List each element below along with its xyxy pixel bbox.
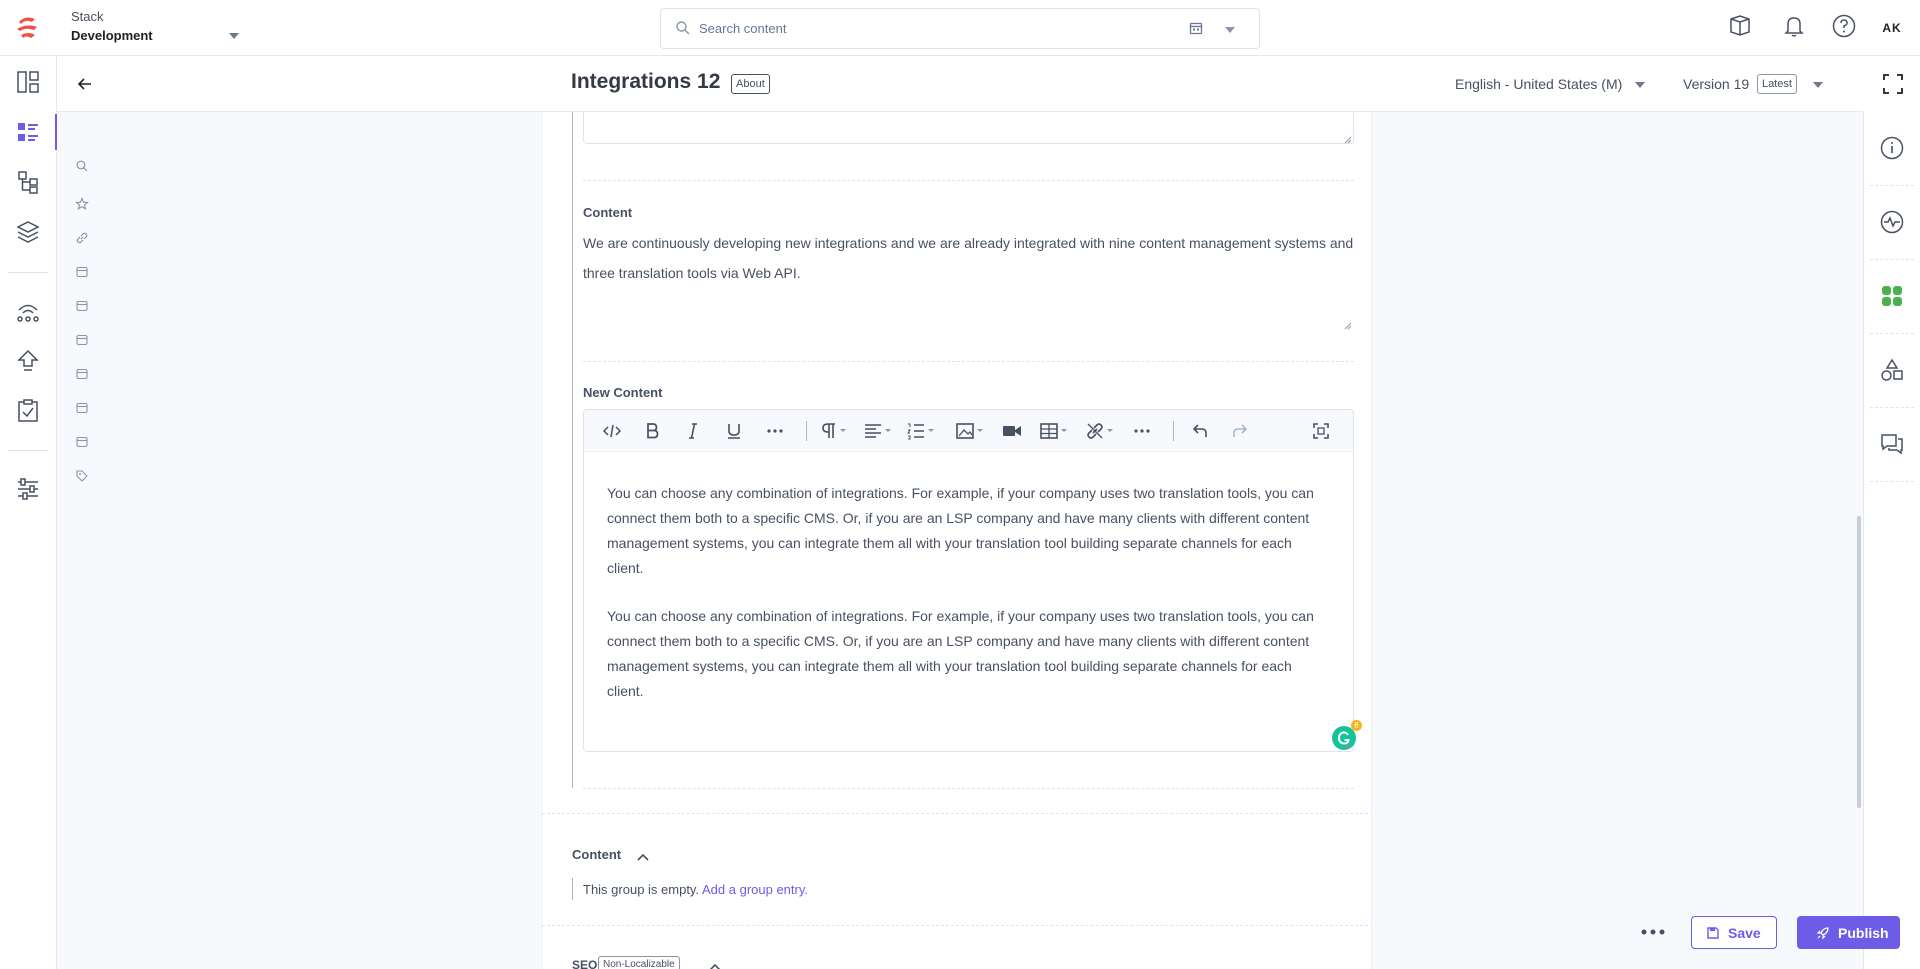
link-icon[interactable] (1085, 421, 1117, 441)
stack-selector[interactable] (71, 9, 153, 43)
italic-icon[interactable] (683, 421, 703, 441)
toolbar-divider (806, 421, 807, 441)
version-latest-badge: Latest (1757, 74, 1797, 94)
right-sidebar (1863, 112, 1920, 969)
entry-title: Integrations 12 (571, 70, 721, 93)
search-icon (675, 20, 691, 36)
nav-divider (8, 450, 48, 451)
grammarly-count-badge: 6 (1351, 720, 1362, 731)
sidebar-divider (1870, 259, 1914, 260)
bold-icon[interactable] (642, 421, 662, 441)
settings-sliders-icon[interactable] (15, 476, 41, 502)
search-icon[interactable] (75, 159, 89, 173)
save-button[interactable] (1691, 916, 1777, 949)
nav-divider (8, 272, 48, 273)
group-title[interactable]: Content (572, 847, 622, 862)
content-type-icon[interactable] (75, 435, 89, 449)
resize-handle-icon[interactable] (1343, 742, 1351, 750)
chevron-down-icon[interactable] (1635, 82, 1645, 88)
content-type-icon[interactable] (75, 265, 89, 279)
redo-icon[interactable] (1230, 421, 1250, 441)
dashboard-icon[interactable] (15, 69, 41, 95)
content-textarea[interactable]: We are continuously developing new integrations and we are already integrated with nine content management systems and three translation tools via Web API. (583, 235, 1354, 281)
video-icon[interactable] (1002, 421, 1022, 441)
section-divider (542, 925, 1372, 926)
field-divider (583, 361, 1354, 362)
previous-field-textarea[interactable] (583, 112, 1354, 144)
sidebar-divider (1870, 407, 1914, 408)
activity-icon[interactable] (1879, 209, 1905, 235)
version-label[interactable]: Version 19 (1683, 76, 1750, 92)
sidebar-divider (1870, 481, 1914, 482)
seo-label: SEO (572, 958, 598, 969)
new-content-field-label: New Content (583, 385, 663, 400)
sidebar-divider (1870, 185, 1914, 186)
entries-side-panel (57, 112, 541, 969)
content-type-icon[interactable] (75, 401, 89, 415)
back-arrow-icon[interactable] (75, 74, 95, 94)
source-code-icon[interactable] (602, 421, 622, 441)
contentstack-logo-icon[interactable] (13, 13, 43, 43)
stack-label: Stack (71, 9, 104, 24)
group-indent-line (572, 878, 573, 900)
assets-stack-icon[interactable] (15, 219, 41, 245)
expand-editor-icon[interactable] (1311, 421, 1331, 441)
more-formatting-icon[interactable] (765, 421, 785, 441)
group-empty-text: This group is empty. (583, 882, 700, 897)
chevron-up-icon[interactable] (636, 850, 650, 864)
right-background (1372, 112, 1863, 969)
image-icon[interactable] (955, 421, 987, 441)
star-icon[interactable] (75, 197, 89, 211)
underline-icon[interactable] (724, 421, 744, 441)
entry-form (541, 112, 1372, 969)
entries-icon[interactable] (15, 119, 41, 145)
rich-text-editor[interactable] (583, 409, 1359, 752)
content-field-label: Content (583, 205, 633, 220)
extensions-icon[interactable] (1879, 283, 1905, 309)
add-group-entry-link[interactable]: Add a group entry. (702, 882, 808, 897)
chevron-up-icon[interactable] (708, 960, 722, 969)
user-avatar[interactable]: AK (1882, 21, 1902, 35)
more-actions-icon[interactable] (1640, 924, 1666, 940)
top-bar (0, 0, 1920, 56)
content-type-icon[interactable] (75, 333, 89, 347)
resize-handle-icon[interactable] (1344, 136, 1352, 144)
info-icon[interactable] (1879, 135, 1905, 161)
content-type-icon[interactable] (75, 367, 89, 381)
left-navigation (0, 56, 57, 969)
toolbar-divider (1173, 421, 1174, 441)
list-icon[interactable] (906, 421, 938, 441)
group-empty-message (583, 882, 808, 897)
link-icon[interactable] (75, 231, 89, 245)
stack-name: Development (71, 28, 153, 43)
deploy-icon[interactable] (15, 348, 41, 374)
fullscreen-icon[interactable] (1881, 72, 1905, 96)
table-icon[interactable] (1039, 421, 1071, 441)
search-placeholder: Search content (699, 21, 787, 36)
search-input[interactable] (660, 8, 1260, 49)
entry-header (57, 56, 1863, 112)
academy-icon[interactable] (1727, 13, 1753, 39)
content-type-icon[interactable] (75, 299, 89, 313)
calendar-icon[interactable] (1189, 21, 1203, 35)
more-options-icon[interactable] (1132, 421, 1152, 441)
help-icon[interactable] (1831, 13, 1857, 39)
resize-handle-icon[interactable] (1344, 322, 1352, 330)
shapes-icon[interactable] (1879, 357, 1905, 383)
publish-button-label: Publish (1838, 925, 1889, 941)
chevron-down-icon[interactable] (1813, 82, 1823, 88)
publish-button[interactable] (1797, 916, 1900, 949)
field-divider (583, 788, 1354, 789)
align-icon[interactable] (863, 421, 895, 441)
group-indent-line (572, 112, 573, 788)
sidebar-divider (1870, 333, 1914, 334)
notification-bell-icon[interactable] (1781, 13, 1807, 39)
content-type-badge[interactable]: About (731, 74, 770, 94)
search-filter-chevron-icon[interactable] (1225, 27, 1235, 33)
locale-selector[interactable]: English - United States (M) (1455, 76, 1623, 92)
webhooks-icon[interactable] (15, 298, 41, 324)
tasks-icon[interactable] (15, 398, 41, 424)
content-models-icon[interactable] (15, 169, 41, 195)
field-divider (583, 180, 1354, 181)
paragraph-icon[interactable] (820, 421, 850, 441)
rte-toolbar (584, 410, 1353, 452)
rte-content[interactable] (607, 458, 1327, 704)
publish-rocket-icon (1816, 926, 1830, 940)
save-icon (1706, 926, 1720, 940)
chevron-down-icon[interactable] (229, 33, 239, 39)
rte-paragraph: You can choose any combination of integrations. For example, if your company uses two translation tools, you can connect them both to a specific CMS. Or, if you are an LSP company and have many clients with different content management systems, you can integrate them all with your translation tool building separate channels for each client. (607, 485, 1314, 576)
seo-group-title[interactable] (572, 958, 597, 969)
tag-icon[interactable] (75, 469, 89, 483)
non-localizable-badge: Non-Localizable (598, 956, 680, 969)
comments-icon[interactable] (1879, 431, 1905, 457)
scrollbar[interactable] (1857, 516, 1861, 808)
undo-icon[interactable] (1190, 421, 1210, 441)
save-button-label: Save (1728, 925, 1761, 941)
section-divider (542, 813, 1372, 814)
rte-paragraph: You can choose any combination of integrations. For example, if your company uses two translation tools, you can connect them both to a specific CMS. Or, if you are an LSP company and have many clients with different content management systems, you can integrate them all with your translation tool building separate channels for each client. (607, 608, 1314, 699)
